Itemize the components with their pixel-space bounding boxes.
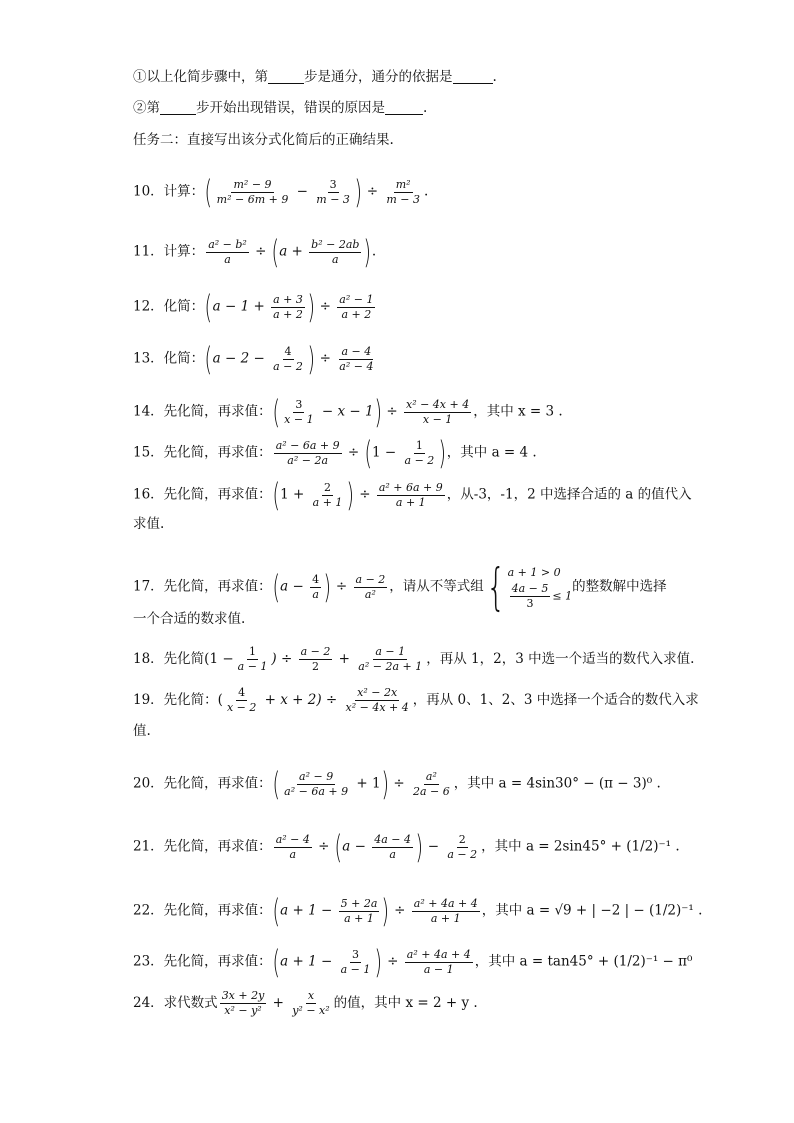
answer-blank[interactable] bbox=[160, 101, 196, 115]
task1-item1: ①以上化简步骤中，第 步是通分，通分的依据是 . bbox=[133, 69, 497, 85]
problem-16-continued: 求值. bbox=[133, 516, 165, 532]
answer-blank[interactable] bbox=[385, 101, 423, 115]
problem-14: 14．先化简，再求值：( $\frac{3}{x - 1}$ − x − 1) ÷ $\frac{\text{x² − 4x + 4}}{x - 1}$ ，其中 x = 3 . bbox=[133, 393, 563, 431]
problem-11: 11．计算： $\frac{\text{a² − b²}}{a}$ ÷ (a + $\frac{\text{b² − 2ab}}{a}$ ). bbox=[133, 233, 377, 271]
problem-20: 20．先化简，再求值：( $\frac{\text{a² − 9}}{\text{a² − 6a + 9}}$ + 1) ÷ $\frac{\text{a²}}{2a - 6}$ ，其中 a = 4sin30° − (π − 3)⁰ . bbox=[133, 765, 661, 803]
task1-item2: ②第 步开始出现错误，错误的原因是 . bbox=[133, 100, 428, 116]
problem-17: 17．先化简，再求值：(a − $\frac{4}{a}$ ) ÷ $\frac{a - 2}{\text{a²}}$ ，请从不等式组{ a + 1 > 0 $\frac{4a - 5}{3}$ ≤ 1 的整数解中选择 bbox=[133, 558, 667, 616]
problem-19-continued: 值. bbox=[133, 723, 151, 739]
problem-19: 19．先化简：( $\frac{4}{x - 2}$ + x + 2) ÷ $\frac{\text{x² − 2x}}{\text{x² − 4x + 4}}$ ，再从 0、1、2、3 中选择一个适合的数代入求 bbox=[133, 686, 699, 714]
problem-15: 15．先化简，再求值： $\frac{\text{a² − 6a + 9}}{\text{a² − 2a}}$ ÷ (1 − $\frac{1}{a - 2}$ )，其中 a = 4 . bbox=[133, 434, 537, 472]
answer-blank[interactable] bbox=[268, 70, 304, 84]
problem-13: 13．化简：(a − 2 − $\frac{4}{a - 2}$ ) ÷ $\frac{a - 4}{\text{a² − 4}}$ bbox=[133, 340, 374, 378]
problem-12: 12．化简：(a − 1 + $\frac{a + 3}{a + 2}$ ) ÷ $\frac{\text{a² − 1}}{a + 2}$ bbox=[133, 288, 374, 326]
problem-10: 10．计算：( $\frac{\text{m² − 9}}{\text{m² − 6m + 9}}$ − $\frac{3}{m - 3}$ ) ÷ $\frac{\text{m²}}{m - 3}$ . bbox=[133, 173, 429, 211]
task2-heading: 任务二：直接写出该分式化简后的正确结果. bbox=[133, 132, 394, 148]
problem-16: 16．先化简，再求值：(1 + $\frac{2}{a + 1}$ ) ÷ $\frac{\text{a² + 6a + 9}}{a + 1}$ ，从-3，-1，2 中选择合适的 a 的值代入 bbox=[133, 476, 692, 514]
answer-blank[interactable] bbox=[453, 70, 493, 84]
problem-17-continued: 一个合适的数求值. bbox=[133, 611, 246, 627]
problem-21: 21．先化简，再求值： $\frac{\text{a² − 4}}{a}$ ÷ (a − $\frac{4a - 4}{a}$ ) − $\frac{2}{a - 2}$ ，其中 a = 2sin45° + (1/2)⁻¹ . bbox=[133, 828, 680, 866]
problem-24: 24．求代数式 $\frac{3x + 2y}{\text{x² − y²}}$ + $\frac{x}{\text{y² − x²}}$ 的值，其中 x = 2 + y . bbox=[133, 989, 478, 1017]
problem-18: 18．先化简(1 − $\frac{1}{a - 1}$ ) ÷ $\frac{a - 2}{2}$ + $\frac{a - 1}{\text{a² − 2a + 1}}$ ，再从 1，2，3 中选一个适当的数代入求值. bbox=[133, 645, 695, 673]
problem-23: 23．先化简，再求值：(a + 1 − $\frac{3}{a - 1}$ ) ÷ $\frac{\text{a² + 4a + 4}}{a - 1}$ ，其中 a = tan45° + (1/2)⁻¹ − π⁰ bbox=[133, 943, 693, 981]
problem-22: 22．先化简，再求值：(a + 1 − $\frac{5 + 2a}{a + 1}$ ) ÷ $\frac{\text{a² + 4a + 4}}{a + 1}$ ，其中 a = √9 + | −2 | − (1/2)⁻¹ . bbox=[133, 892, 703, 930]
